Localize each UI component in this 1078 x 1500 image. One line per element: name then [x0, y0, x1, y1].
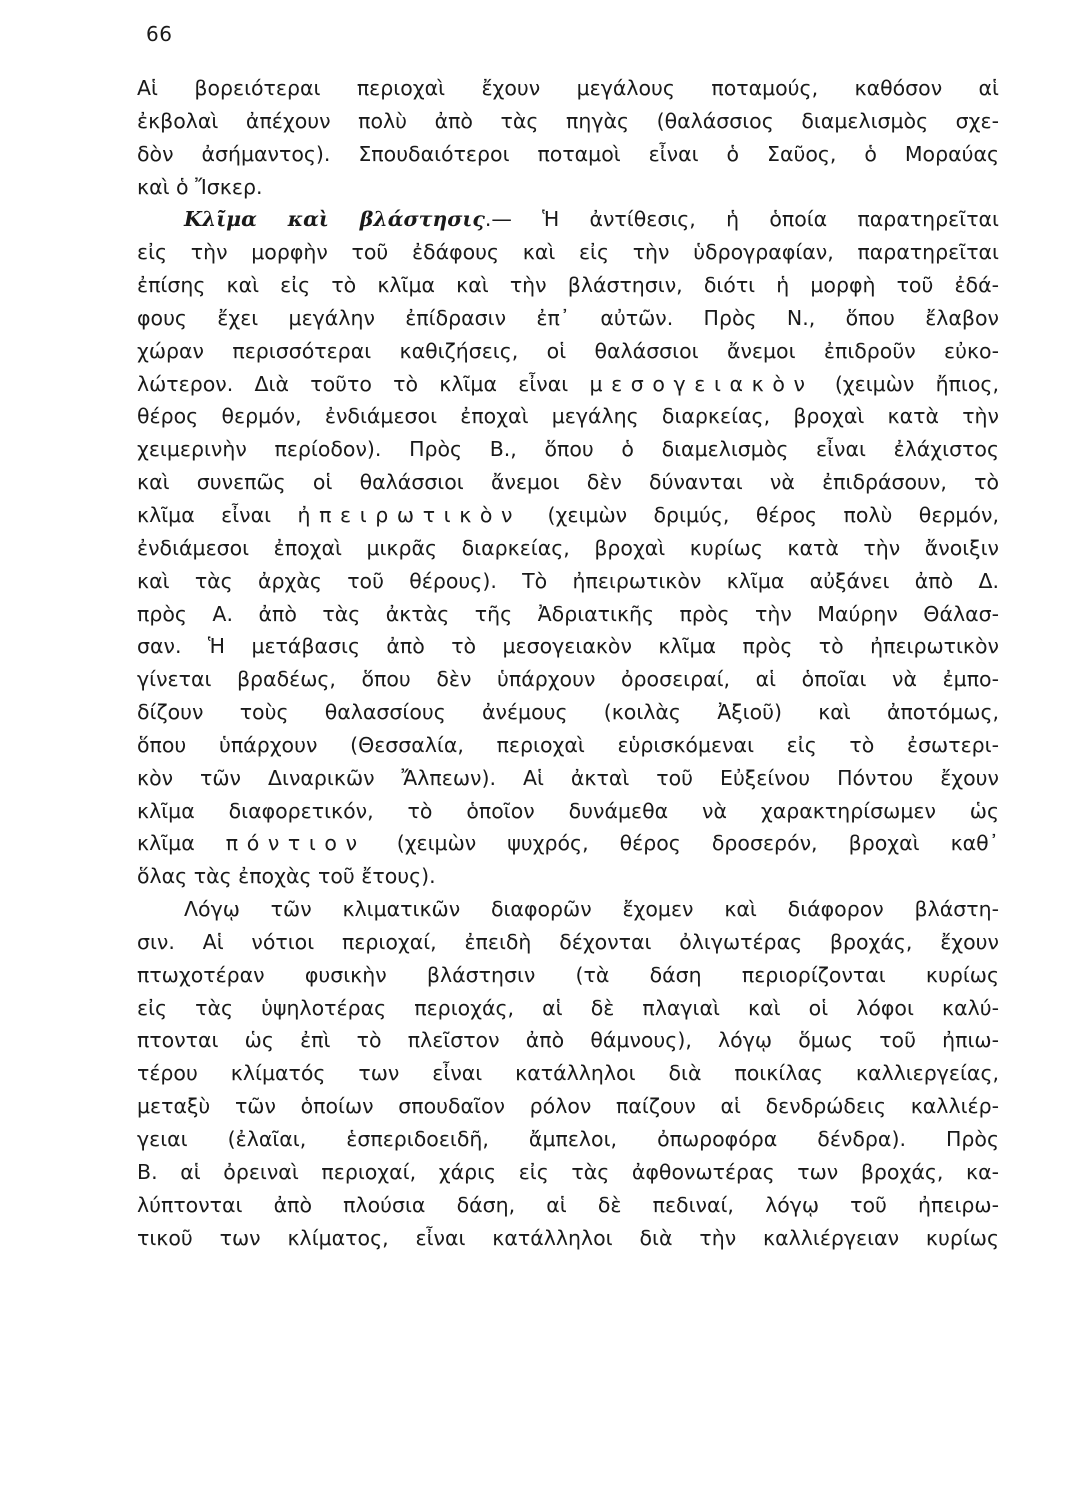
text-line: καὶ συνεπῶς οἱ θαλάσσιοι ἄνεμοι δὲν δύνανται νὰ ἐπιδράσουν, τὸ: [137, 470, 999, 495]
text-line: πτονται ὡς ἐπὶ τὸ πλεῖστον ἀπὸ θάμνους), λόγῳ ὅμως τοῦ ἠπιω-: [137, 1028, 999, 1053]
text-line: ἐνδιάμεσοι ἐποχαὶ μικρᾶς διαρκείας, βροχαὶ κυρίως κατὰ τὴν ἄνοιξιν: [137, 535, 999, 560]
text-line: πτωχοτέραν φυσικὴν βλάστησιν (τὰ δάση περιορίζονται κυρίως: [137, 962, 999, 987]
text-line: λώτερον. Διὰ τοῦτο τὸ κλῖμα εἶναι μεσογειακὸν (χειμὼν ἤπιος,: [137, 371, 999, 396]
term-spaced: ἠπειρωτικὸν: [297, 502, 522, 527]
text-line: κλῖμα εἶναι ἠπειρωτικὸν (χειμὼν δριμύς, θέρος πολὺ θερμόν,: [137, 502, 999, 527]
text-line: χώραν περισσότεραι καθιζήσεις, οἱ θαλάσσιοι ἄνεμοι ἐπιδροῦν εὐκο-: [137, 338, 999, 363]
term-spaced: μεσογειακὸν: [589, 371, 814, 396]
text-line: Λόγῳ τῶν κλιματικῶν διαφορῶν ἔχομεν καὶ διάφορον βλάστη-: [184, 897, 999, 922]
text-line: ἐκβολαὶ ἀπέχουν πολὺ ἀπὸ τὰς πηγὰς (θαλάσσιος διαμελισμὸς σχε-: [137, 108, 999, 133]
text-line: θέρος θερμόν, ἐνδιάμεσοι ἐποχαὶ μεγάλης διαρκείας, βροχαὶ κατὰ τὴν: [137, 404, 999, 429]
text-line: ἐπίσης καὶ εἰς τὸ κλῖμα καὶ τὴν βλάστησιν, διότι ἡ μορφὴ τοῦ ἐδά-: [137, 273, 999, 298]
body-text: [137, 72, 999, 1254]
text-line: εἰς τὴν μορφὴν τοῦ ἐδάφους καὶ εἰς τὴν ὑδρογραφίαν, παρατηρεῖται: [137, 240, 999, 265]
text-line: κὸν τῶν Διναρικῶν Ἄλπεων). Αἱ ἀκταὶ τοῦ Εὐξείνου Πόντου ἔχουν: [137, 765, 999, 790]
text-line: Β. αἱ ὀρειναὶ περιοχαί, χάρις εἰς τὰς ἀφθονωτέρας των βροχάς, κα-: [137, 1159, 999, 1184]
text-line: Αἱ βορειότεραι περιοχαὶ ἔχουν μεγάλους ποταμούς, καθόσον αἱ: [137, 76, 999, 100]
text-line: σιν. Αἱ νότιοι περιοχαί, ἐπειδὴ δέχονται ὀλιγωτέρας βροχάς, ἔχουν: [137, 929, 999, 954]
text-line: δίζουν τοὺς θαλασσίους ἀνέμους (κοιλὰς Ἀξιοῦ) καὶ ἀποτόμως,: [137, 700, 999, 725]
text-line: μεταξὺ τῶν ὁποίων σπουδαῖον ρόλον παίζουν αἱ δενδρώδεις καλλιέρ-: [137, 1094, 999, 1119]
text-line: πρὸς Α. ἀπὸ τὰς ἀκτὰς τῆς Ἀδριατικῆς πρὸς τὴν Μαύρην Θάλασ-: [137, 601, 999, 626]
text-line: ὅπου ὑπάρχουν (Θεσσαλία, περιοχαὶ εὑρισκόμεναι εἰς τὸ ἐσωτερι-: [137, 732, 999, 757]
text-line: γίνεται βραδέως, ὅπου δὲν ὑπάρχουν ὀροσειραί, αἱ ὁποῖαι νὰ ἐμπο-: [137, 667, 999, 692]
text-line: χειμερινὴν περίοδον). Πρὸς Β., ὅπου ὁ διαμελισμὸς εἶναι ἐλάχιστος: [137, 437, 999, 462]
text-line: Κλῖμα καὶ βλάστησις.— Ἡ ἀντίθεσις, ἡ ὁποία παρατηρεῖται: [184, 207, 999, 232]
text-line: καὶ ὁ Ἴσκερ.: [137, 174, 263, 199]
text-line: φους ἔχει μεγάλην ἐπίδρασιν ἐπ᾽ αὐτῶν. Πρὸς Ν., ὅπου ἔλαβον: [137, 305, 999, 330]
section-heading: Κλῖμα καὶ βλάστησις: [184, 207, 485, 232]
text-line: τικοῦ των κλίματος, εἶναι κατάλληλοι διὰ τὴν καλλιέργειαν κυρίως: [137, 1225, 999, 1250]
text-line: λύπτονται ἀπὸ πλούσια δάση, αἱ δὲ πεδιναί, λόγῳ τοῦ ἠπειρω-: [137, 1192, 999, 1217]
text-line: εἰς τὰς ὑψηλοτέρας περιοχάς, αἱ δὲ πλαγιαὶ καὶ οἱ λόφοι καλύ-: [137, 995, 999, 1020]
page-number: 66: [146, 22, 173, 46]
text-line: ὅλας τὰς ἐποχὰς τοῦ ἔτους).: [137, 864, 436, 889]
text-line: τέρου κλίματός των εἶναι κατάλληλοι διὰ ποικίλας καλλιεργείας,: [137, 1061, 999, 1086]
term-spaced: πόντιον: [225, 831, 366, 856]
text-line: σαν. Ἡ μετάβασις ἀπὸ τὸ μεσογειακὸν κλῖμα πρὸς τὸ ἠπειρωτικὸν: [137, 634, 999, 659]
text-line: δὸν ἀσήμαντος). Σπουδαιότεροι ποταμοὶ εἶναι ὁ Σαῦος, ὁ Μοραύας: [137, 141, 999, 166]
text-line: καὶ τὰς ἀρχὰς τοῦ θέρους). Τὸ ἠπειρωτικὸν κλῖμα αὐξάνει ἀπὸ Δ.: [137, 568, 999, 593]
text-line: κλῖμα διαφορετικόν, τὸ ὁποῖον δυνάμεθα νὰ χαρακτηρίσωμεν ὡς: [137, 798, 999, 823]
text-line: γειαι (ἐλαῖαι, ἑσπεριδοειδῆ, ἄμπελοι, ὀπωροφόρα δένδρα). Πρὸς: [137, 1127, 999, 1151]
text-line: κλῖμα πόντιον (χειμὼν ψυχρός, θέρος δροσερόν, βροχαὶ καθ᾽: [137, 831, 999, 856]
